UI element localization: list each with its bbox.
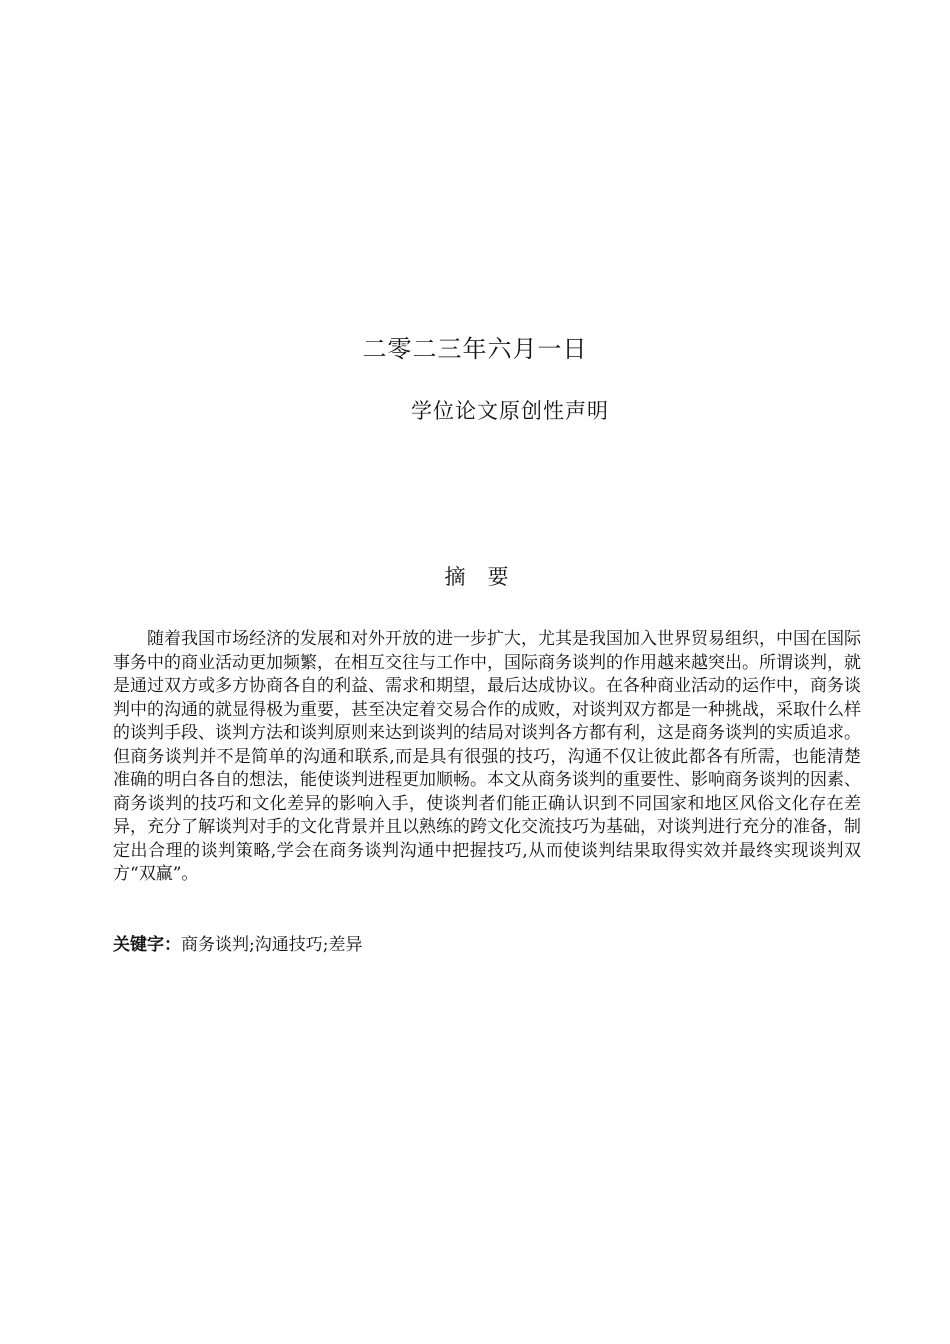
keywords-value: 商务谈判;沟通技巧;差异 [181,935,363,955]
abstract-body: 随着我国市场经济的发展和对外开放的进一步扩大，尤其是我国加入世界贸易组织，中国在国际事务中的商业活动更加频繁，在相互交往与工作中，国际商务谈判的作用越来越突出。所谓谈判，就是通过双方或多方协商各自的利益、需求和期望，最后达成协议。在各种商业活动的运作中，商务谈判中的沟通的就显得极为重要，甚至决定着交易合作的成败，对谈判双方都是一种挑战，采取什么样的谈判手段、谈判方法和谈判原则来达到谈判的结局对谈判各方都有利，这是商务谈判的实质追求。但商务谈判并不是简单的沟通和联系,而是具有很强的技巧，沟通不仅让彼此都各有所需，也能清楚准确的明白各自的想法，能使谈判进程更加顺畅。本文从商务谈判的重要性、影响商务谈判的因素、商务谈判的技巧和文化差异的影响入手，使谈判者们能正确认识到不同国家和地区风俗文化存在差异，充分了解谈判对手的文化背景并且以熟练的跨文化交流技巧为基础，对谈判进行充分的准备，制定出合理的谈判策略,学会在商务谈判沟通中把握技巧,从而使谈判结果取得实效并最终实现谈判双方“双赢”。 [113,629,861,884]
declaration-title: 学位论文原创性声明 [411,399,609,423]
keywords-line [113,933,362,957]
keywords-label: 关键字： [113,935,181,955]
abstract-heading: 摘要 [444,565,531,589]
date-line: 二零二三年六月一日 [362,335,588,363]
